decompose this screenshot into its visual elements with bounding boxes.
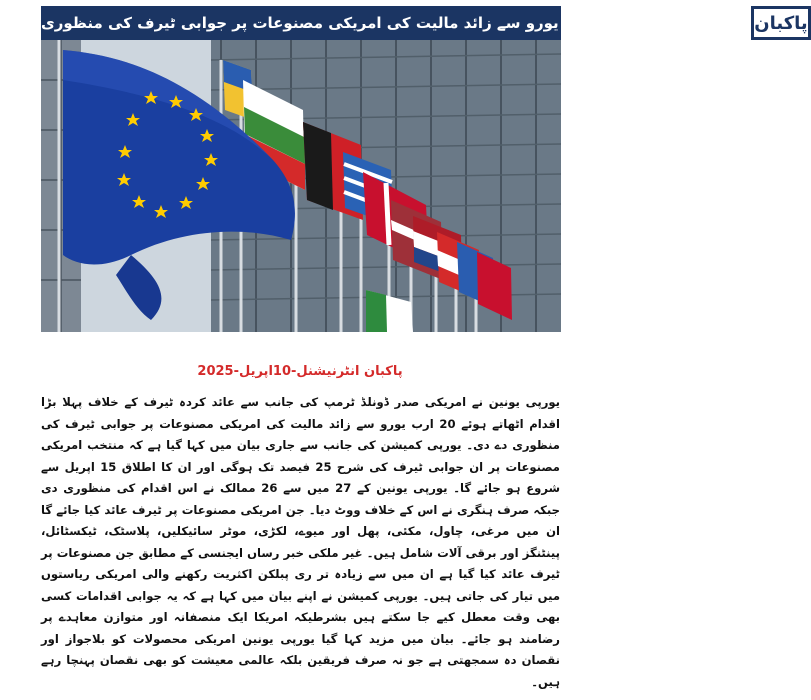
article-paragraph: یورپی یونین نے امریکی صدر ڈونلڈ ٹرمپ کی جانب سے عائد کردہ ٹیرف کے خلاف پہلا بڑا اقدام اٹھاتے ہوئے 20 ارب یورو سے زائد مالیت کی امریکی مصنوعات پر جوابی ٹیرف کی منظوری دے دی۔ یورپی کمیشن کی جانب سے جاری بیان میں کہا گیا ہے کہ منتخب امریکی مصنوعات پر ان جوابی ٹیرف کی شرح 25 فیصد تک ہوگی اور ان کا اطلاق 15 اپریل سے شروع ہو جائے گا۔ یورپی یونین کے 27 میں سے 26 ممالک نے اس اقدام کی منظوری دی جبکہ صرف ہنگری نے اس کے خلاف ووٹ دیا۔ جن امریکی مصنوعات پر ٹیرف عائد کیا جائے گا ان میں مرغی، چاول، مکئی، پھل اور میوے، لکڑی، موٹر سائیکلیں، پلاسٹک، ٹیکسٹائل، پینٹنگز اور برقی آلات شامل ہیں۔ غیر ملکی خبر رساں ایجنسی کے مطابق جن مصنوعات پر ٹیرف عائد کیا گیا ہے ان میں سے زیادہ تر ری پبلکن اکثریت رکھنے والی امریکی ریاستوں میں تیار کی جاتی ہیں۔ یورپی کمیشن نے اپنے بیان میں کہا ہے کہ یہ جوابی اقدامات کسی بھی وقت معطل کیے جا سکتے ہیں بشرطیکہ امریکا ایک منصفانہ اور متوازن معاہدے پر رضامند ہو جائے۔ بیان میں مزید کہا گیا یورپی یونین امریکی محصولات کو بلاجواز اور نقصان دہ سمجھتی ہے جو نہ صرف فریقین بلکہ عالمی معیشت کو بھی نقصان پہنچا رہے ہیں۔ — [41, 395, 560, 689]
dateline: پاکبان انٹرنیشنل-10اپریل-2025 — [197, 364, 403, 379]
article-body — [41, 392, 560, 693]
brand-logo: پاکبان — [751, 6, 810, 40]
headline-banner — [41, 6, 808, 40]
eu-flags-photo — [41, 40, 561, 332]
headline-title: یورپی یونین کی 20 ارب یورو سے زائد مالیت کی امریکی مصنوعات پر جوابی ٹیرف کی منظوری — [41, 14, 744, 32]
